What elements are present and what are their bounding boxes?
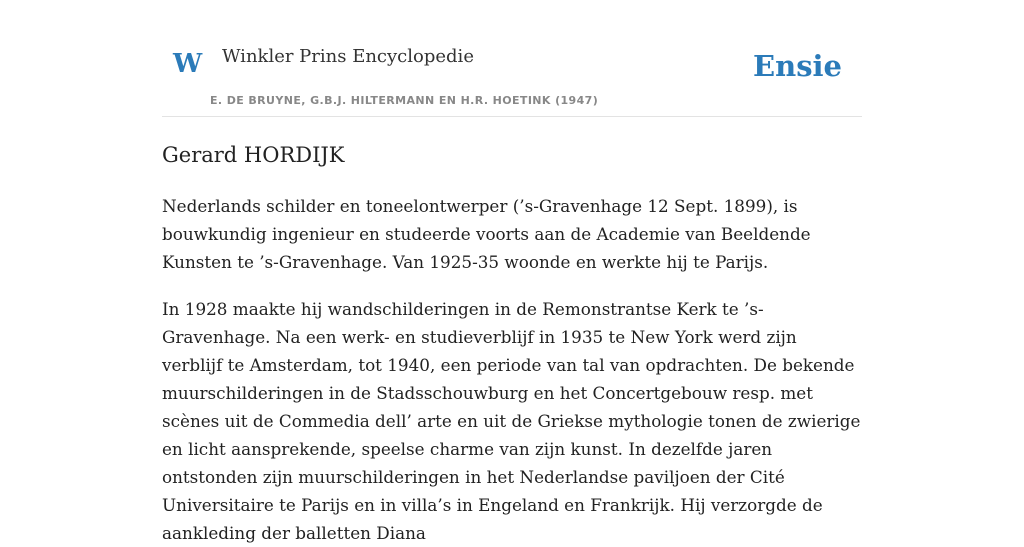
logo-icon[interactable]: W [173,49,203,79]
article-paragraph: In 1928 maakte hij wandschilderingen in de Remonstrantse Kerk te ’s-Gravenhage. Na een werk- en studieverblijf in 1935 te New York werd zijn verblijf te Amsterdam, tot 1940, een periode van tal van opdrachten. De bekende muurschilderingen in de Stadsschouwburg en het Concertgebouw resp. met scènes uit de Commedia dell’ arte en uit de Griekse mythologie tonen de zwierige en licht aansprekende, speelse charme van zijn kunst. In dezelfde jaren ontstonden zijn muurschilderingen in het Nederlandse paviljoen der Cité Universitaire te Parijs en in villa’s in Engeland en Frankrijk. Hij verzorgde de aankleding der balletten Diana [162,299,861,543]
article [162,140,862,547]
site-header [162,0,862,117]
publication-authors: E. DE BRUYNE, G.B.J. HILTERMANN EN H.R. HOETINK (1947) [210,94,599,107]
article-paragraph: Nederlands schilder en toneelontwerper (’s-Gravenhage 12 Sept. 1899), is bouwkundig ingenieur en studeerde voorts aan de Academie van Beeldende Kunsten te ’s-Gravenhage. Van 1925-35 woonde en werkte hij te Parijs. [162,196,811,272]
article-title: Gerard HORDIJK [162,143,345,167]
publication-title[interactable]: Winkler Prins Encyclopedie [222,46,474,67]
ensie-brand-link[interactable]: Ensie [753,49,842,83]
